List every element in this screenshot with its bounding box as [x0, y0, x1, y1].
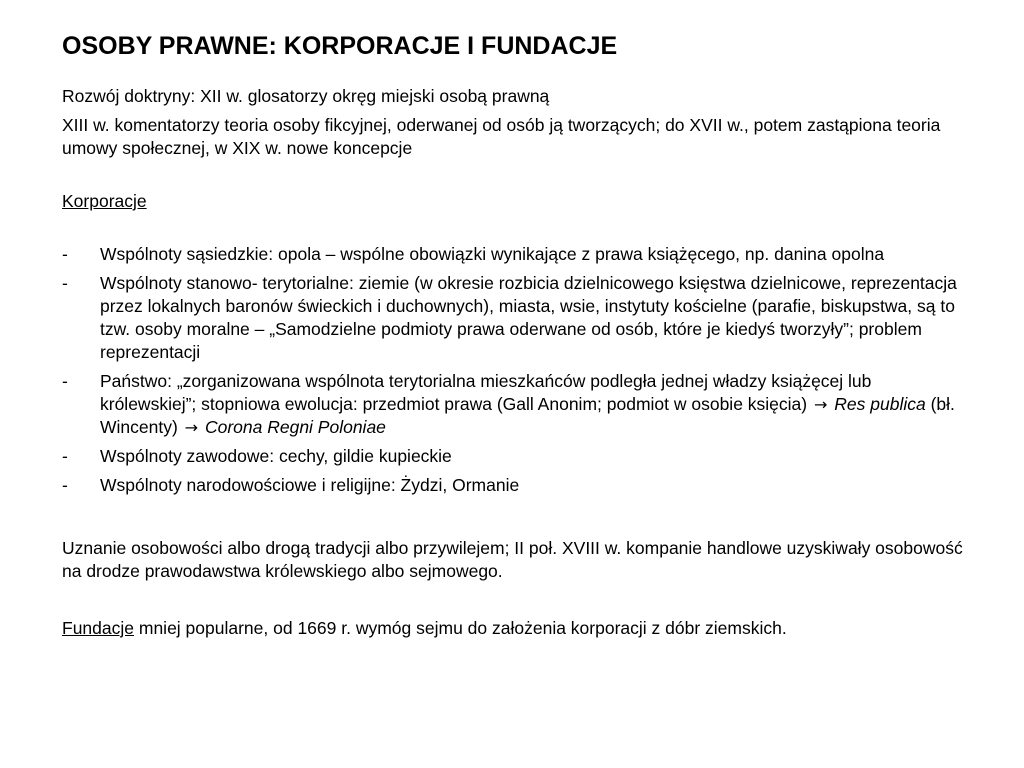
list-dash: - — [62, 371, 68, 391]
korporacje-list — [62, 243, 972, 497]
list-dash: - — [62, 475, 68, 495]
fundacje-text: mniej popularne, od 1669 r. wymóg sejmu do założenia korporacji z dóbr ziemskich. — [138, 618, 787, 638]
list-item-text: Wspólnoty sąsiedzkie: opola – wspólne obowiązki wynikające z prawa książęcego, np. danina opolna — [100, 244, 885, 264]
list-dash: - — [62, 273, 68, 293]
fundacje-heading: Fundacje — [62, 618, 134, 638]
doctrine-paragraph-1: Rozwój doktryny: XII w. glosatorzy okręg miejski osobą prawną — [62, 86, 550, 106]
recognition-paragraph: Uznanie osobowości albo drogą tradycji albo przywilejem; II poł. XVIII w. kompanie handlowe uzyskiwały osobowość na drodze prawodawstwa królewskiego albo sejmowego. — [62, 538, 963, 581]
list-item — [62, 243, 972, 266]
arrow-right-icon: → — [184, 418, 199, 437]
corona-term: Corona Regni Poloniae — [204, 417, 386, 437]
slide-title: OSOBY PRAWNE: KORPORACJE I FUNDACJE — [62, 32, 618, 60]
korporacje-heading: Korporacje — [62, 191, 147, 211]
fundacje-paragraph — [62, 617, 972, 640]
list-item-text: Wspólnoty stanowo- terytorialne: ziemie (w okresie rozbicia dzielnicowego księstwa dzielnicowe, reprezentacja przez lokalnych baronów świeckich i duchownych), miasta, wsie, instytuty kościelne (parafie, biskupstwa, są to tzw. osoby moralne – „Samodzielne podmioty prawa oderwane od osób, które je kiedyś tworzyły”; problem reprezentacji — [100, 273, 957, 362]
state-item-author: (bł. Wincenty) — [100, 394, 955, 437]
list-item — [62, 272, 972, 364]
list-item — [62, 445, 972, 468]
doctrine-paragraph-2: XIII w. komentatorzy teoria osoby fikcyjnej, oderwanej od osób ją tworzących; do XVII w., potem zastąpiona teoria umowy społecznej, w XIX w. nowe koncepcje — [62, 115, 941, 158]
arrow-right-icon: → — [813, 395, 828, 414]
list-dash: - — [62, 446, 68, 466]
state-item-text: Państwo: „zorganizowana wspólnota terytorialna mieszkańców podległa jednej władzy książęcej lub królewskiej”; stopniowa ewolucja: przedmiot prawa (Gall Anonim; podmiot w osobie księcia) — [100, 371, 872, 414]
list-item — [62, 474, 972, 497]
res-publica-term: Res publica — [834, 394, 926, 414]
list-item — [62, 370, 972, 439]
list-dash: - — [62, 244, 68, 264]
slide-content — [62, 32, 972, 640]
list-item-text: Wspólnoty narodowościowe i religijne: Żydzi, Ormanie — [100, 475, 520, 495]
list-item-text: Wspólnoty zawodowe: cechy, gildie kupieckie — [100, 446, 452, 466]
